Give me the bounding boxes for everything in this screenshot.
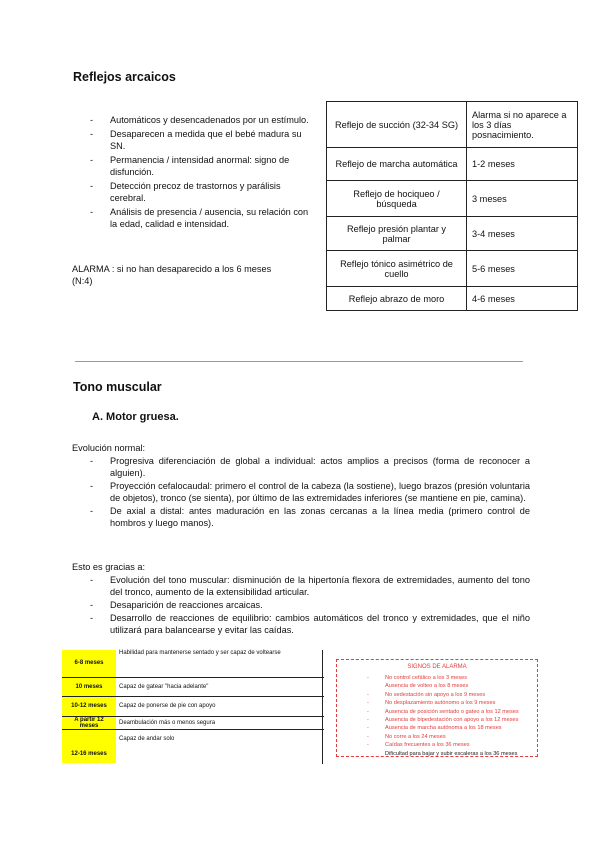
alarm-line: ALARMA : si no han desaparecido a los 6 meses xyxy=(72,264,272,274)
table-row xyxy=(327,287,578,311)
list-item: - De axial a distal: antes maduración en las zonas cercanas a la línea media (primero control de hombros y luego manos). xyxy=(72,505,530,529)
evolution-list xyxy=(72,455,530,529)
list-item: - No control cefálico a los 3 meses xyxy=(337,674,537,682)
table-cell: 3-4 meses xyxy=(467,217,578,251)
list-item: - Ausencia de posición sentado o gateo a los 12 meses xyxy=(337,708,537,716)
table-row xyxy=(327,148,578,181)
list-item: - Detección precoz de trastornos y parálisis cerebral. xyxy=(72,180,312,204)
table-row xyxy=(62,696,324,716)
list-item: - Evolución del tono muscular: disminución de la hipertonía flexora de extremidades, aumento del tono del tronco, aumento de la extensibilidad articular. xyxy=(72,574,530,598)
list-item: - Proyección cefalocaudal: primero el control de la cabeza (la sostiene), luego brazos (presión voluntaria de objetos), tronco (se sienta), por último de las extremidades inferiores (se mantiene en pie, camina). xyxy=(72,480,530,504)
table-edge xyxy=(322,650,323,764)
desc-cell: Deambulación más o menos segura xyxy=(119,719,216,726)
list-item: - Automáticos y desencadenados por un estímulo. xyxy=(72,114,312,126)
list-item: - Desarrollo de reacciones de equilibrio: cambios automáticos del tronco y extremidades, que el niño utilizará para balancearse y evitar las caídas. xyxy=(72,612,530,636)
list-item: - No sedestación sin apoyo a los 9 meses xyxy=(337,691,537,699)
table-cell: Alarma si no aparece a los 3 días posnacimiento. xyxy=(467,102,578,148)
table-cell: 5-6 meses xyxy=(467,251,578,287)
age-cell: 10-12 meses xyxy=(62,696,116,716)
section-title-tono: Tono muscular xyxy=(73,380,162,394)
divider xyxy=(75,361,523,362)
desc-cell: Habilidad para mantenerse sentado y ser capaz de voltearse xyxy=(119,650,281,656)
table-row xyxy=(62,729,324,763)
table-cell: Reflejo presión plantar y palmar xyxy=(327,217,467,251)
desc-cell: Capaz de andar solo xyxy=(119,735,175,742)
table-row xyxy=(327,102,578,148)
list-item: - Ausencia de bipedestación con apoyo a los 12 meses xyxy=(337,716,537,724)
list-item: - No desplazamiento autónomo a los 9 meses xyxy=(337,699,537,707)
list-item: - Progresiva diferenciación de global a individual: actos amplios a precisos (forma de reconocer a alguien). xyxy=(72,455,530,479)
alarm-line: (N:4) xyxy=(72,276,93,286)
table-cell: 3 meses xyxy=(467,181,578,217)
milestones-table xyxy=(62,650,324,763)
list-item: - Permanencia / intensidad anormal: signo de disfunción. xyxy=(72,154,312,178)
list-item: - Ausencia de marcha autónoma a los 18 meses xyxy=(337,724,537,732)
alarm-box xyxy=(336,659,538,757)
alarm-box-title: SIGNOS DE ALARMA xyxy=(407,664,467,670)
reflex-alarm-note xyxy=(72,263,271,287)
table-cell: Reflejo abrazo de moro xyxy=(327,287,467,311)
table-row xyxy=(327,217,578,251)
desc-cell: Capaz de ponerse de pie con apoyo xyxy=(119,703,216,709)
list-item: Dificultad para bajar y subir escaleras a los 36 meses xyxy=(385,750,518,757)
table-cell: Reflejo de marcha automática xyxy=(327,148,467,181)
age-cell: 6-8 meses xyxy=(62,650,116,677)
table-row xyxy=(327,181,578,217)
list-item: - Desaparición de reacciones arcaicas. xyxy=(72,599,530,611)
age-cell: 12-16 meses xyxy=(62,729,116,763)
subsection-title: A. Motor gruesa. xyxy=(92,411,179,423)
table-cell: 1-2 meses xyxy=(467,148,578,181)
list-item: - Análisis de presencia / ausencia, su relación con la edad, calidad e intensidad. xyxy=(72,206,312,230)
list-item: - Desaparecen a medida que el bebé madura su SN. xyxy=(72,128,312,152)
table-cell: Reflejo tónico asimétrico de cuello xyxy=(327,251,467,287)
reflex-table xyxy=(326,101,578,311)
evolution-label: Evolución normal: xyxy=(72,443,146,453)
table-row xyxy=(62,650,324,677)
age-cell: A partir 12 meses xyxy=(62,716,116,729)
age-cell: 10 meses xyxy=(62,677,116,696)
list-item: Ausencia de volteo a los 8 meses xyxy=(385,683,469,690)
thanks-label: Esto es gracias a: xyxy=(72,562,146,572)
section-title-reflejos: Reflejos arcaicos xyxy=(73,70,176,84)
table-cell: 4-6 meses xyxy=(467,287,578,311)
list-item: - Caídas frecuentes a los 36 meses xyxy=(337,741,537,749)
thanks-list xyxy=(72,574,530,636)
desc-cell: Capaz de gatear "hacia adelante" xyxy=(119,683,209,690)
reflex-bullets xyxy=(72,114,312,230)
table-row xyxy=(62,677,324,696)
alarm-list xyxy=(337,674,537,758)
table-cell: Reflejo de succión (32-34 SG) xyxy=(327,102,467,148)
list-item: - No corre a los 24 meses xyxy=(337,733,537,741)
table-row xyxy=(62,716,324,729)
table-cell: Reflejo de hociqueo / búsqueda xyxy=(327,181,467,217)
table-row xyxy=(327,251,578,287)
